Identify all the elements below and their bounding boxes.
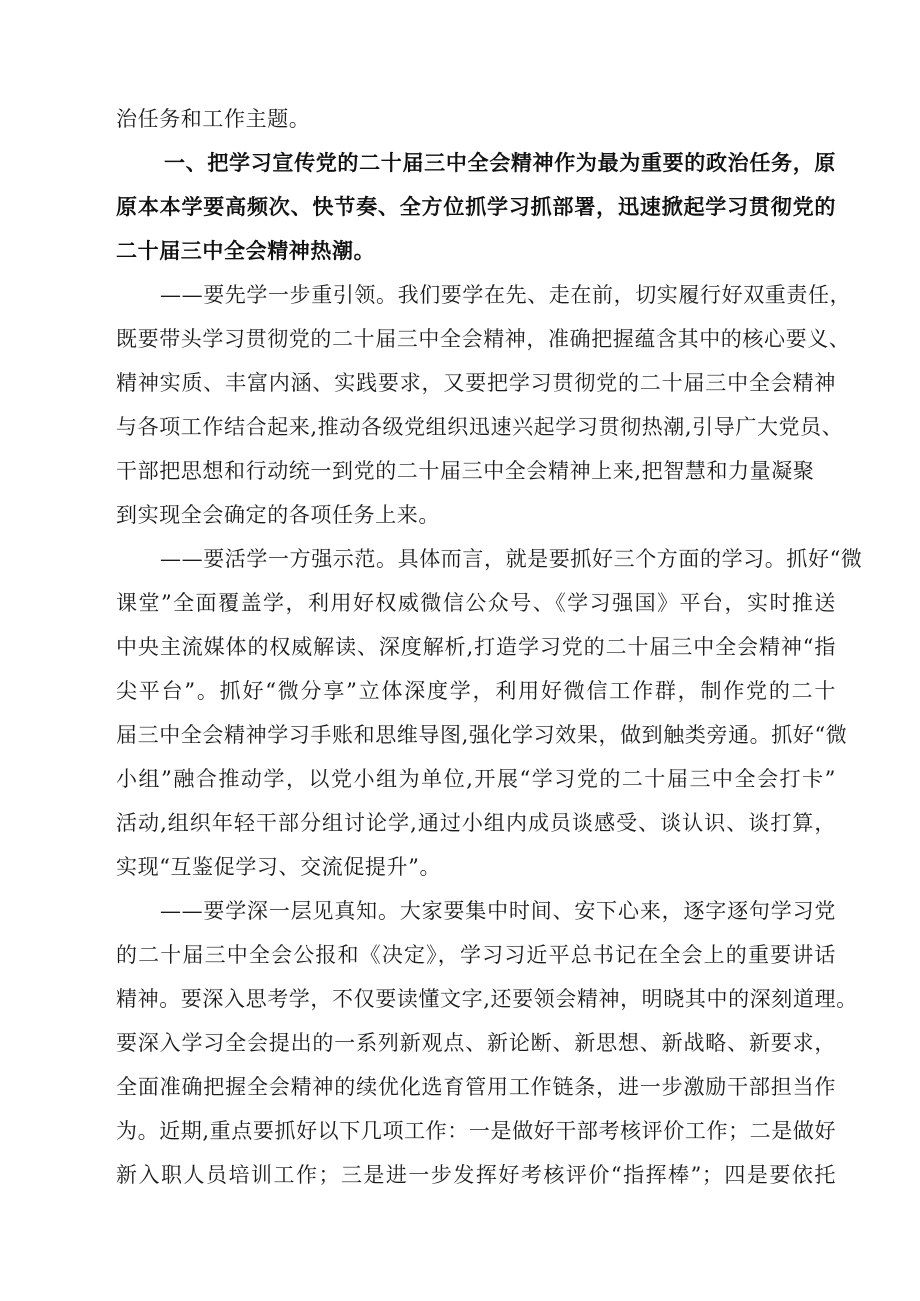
paragraph-line: 与各项工作结合起来,推动各级党组织迅速兴起学习贯彻热潮,引导广大党员、 (116, 415, 844, 439)
section-heading-line: 原本本学要高频次、快节奏、全方位抓学习抓部署，迅速掀起学习贯彻党的 (116, 195, 836, 219)
paragraph-line: 精神实质、丰富内涵、实践要求，又要把学习贯彻党的二十届三中全会精神 (116, 371, 836, 395)
paragraph-line: 精神。要深入思考学，不仅要读懂文字,还要领会精神，明晓其中的深刻道理。 (116, 987, 858, 1011)
paragraph-line: 的二十届三中全会公报和《决定》，学习习近平总书记在全会上的重要讲话 (116, 943, 836, 967)
paragraph-line: 小组”融合推动学，以党小组为单位,开展“学习党的二十届三中全会打卡” (116, 767, 836, 791)
paragraph-line: 为。近期,重点要抓好以下几项工作：一是做好干部考核评价工作；二是做好 (116, 1119, 837, 1143)
text-line: 治任务和工作主题。 (116, 107, 311, 131)
paragraph-line: 到实现全会确定的各项任务上来。 (116, 503, 440, 527)
paragraph-line: 尖平台”。抓好“微分享”立体深度学，利用好微信工作群，制作党的二十 (116, 679, 836, 703)
paragraph-line: 届三中全会精神学习手账和思维导图,强化学习效果，做到触类旁通。抓好“微 (116, 723, 848, 747)
paragraph-line: 课堂”全面覆盖学，利用好权威微信公众号、《学习强国》平台，实时推送 (116, 591, 836, 615)
paragraph-line: 要深入学习全会提出的一系列新观点、新论断、新思想、新战略、新要求， (116, 1031, 836, 1055)
section-heading-line: 二十届三中全会精神热潮。 (116, 239, 376, 263)
paragraph-line: 实现“互鉴促学习、交流促提升”。 (116, 855, 442, 879)
paragraph-line: ——要活学一方强示范。具体而言，就是要抓好三个方面的学习。抓好“微 (160, 547, 863, 571)
paragraph-line: 干部把思想和行动统一到党的二十届三中全会精神上来,把智慧和力量凝聚 (116, 459, 815, 483)
paragraph-line: 既要带头学习贯彻党的二十届三中全会精神，准确把握蕴含其中的核心要义、 (116, 327, 851, 351)
section-heading-line: 一、把学习宣传党的二十届三中全会精神作为最为重要的政治任务，原 (164, 151, 836, 175)
paragraph-line: 新入职人员培训工作；三是进一步发挥好考核评价“指挥棒”；四是要依托 (116, 1163, 836, 1187)
paragraph-line: ——要学深一层见真知。大家要集中时间、安下心来，逐字逐句学习党 (160, 899, 836, 923)
paragraph-line: 活动,组织年轻干部分组讨论学,通过小组内成员谈感受、谈认识、谈打算， (116, 811, 836, 835)
paragraph-line: ——要先学一步重引领。我们要学在先、走在前，切实履行好双重责任， (160, 283, 852, 307)
paragraph-line: 全面准确把握全会精神的续优化选育管用工作链条，进一步激励干部担当作 (116, 1075, 836, 1099)
paragraph-line: 中央主流媒体的权威解读、深度解析,打造学习党的二十届三中全会精神“指 (116, 635, 836, 659)
